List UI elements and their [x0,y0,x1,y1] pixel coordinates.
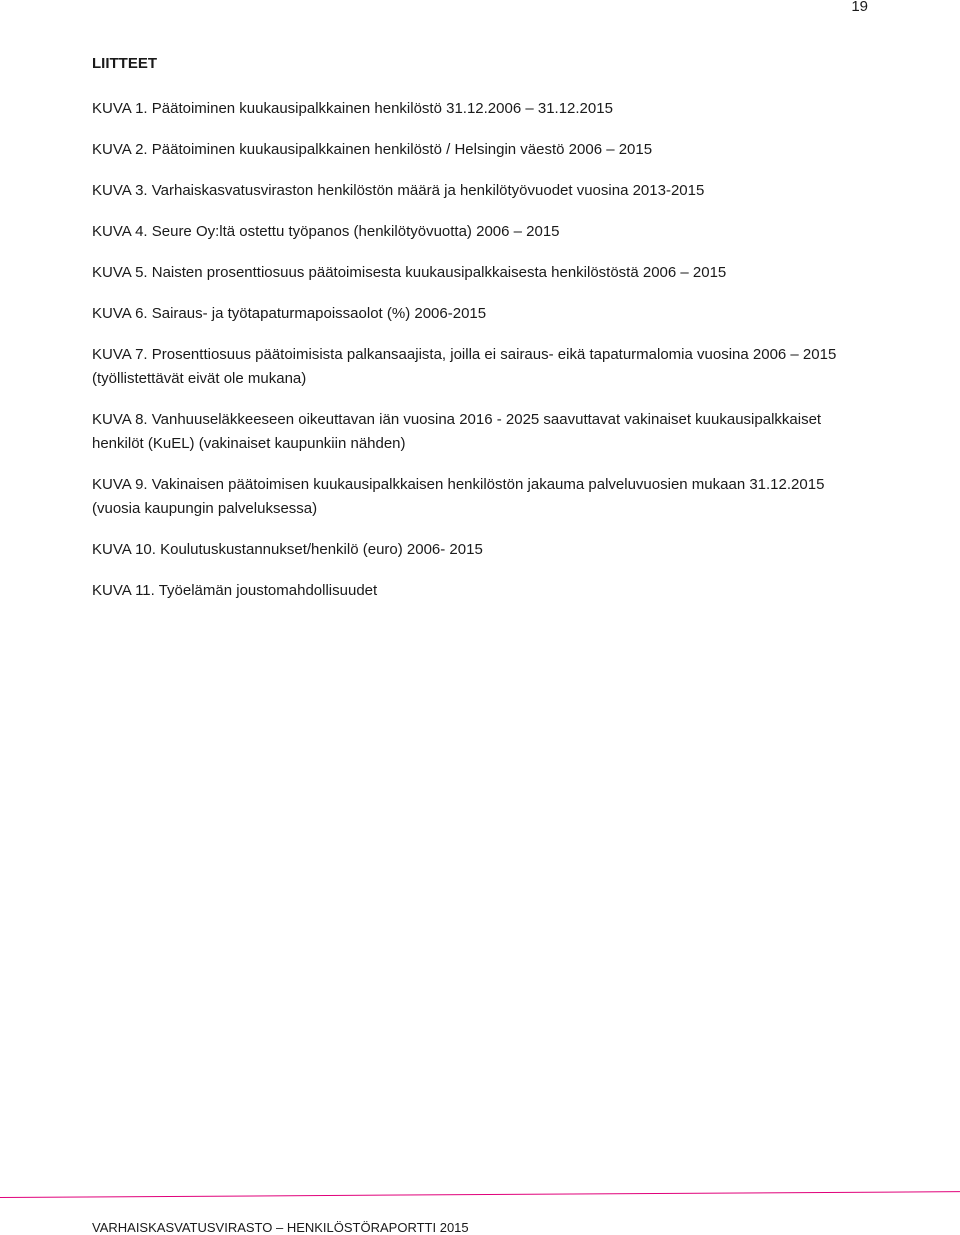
list-item-kuva-2: KUVA 2. Päätoiminen kuukausipalkkainen henkilöstö / Helsingin väestö 2006 – 2015 [92,141,653,158]
list-item-kuva-9: KUVA 9. Vakinaisen päätoimisen kuukausipalkkaisen henkilöstön jakauma palveluvuosien mukaan 31.12.2015 (vuosia kaupungin palveluksessa) [92,476,825,517]
list-item-kuva-11: KUVA 11. Työelämän joustomahdollisuudet [92,582,378,599]
list-item-kuva-6: KUVA 6. Sairaus- ja työtapaturmapoissaolot (%) 2006-2015 [92,305,487,322]
list-item-kuva-1: KUVA 1. Päätoiminen kuukausipalkkainen henkilöstö 31.12.2006 – 31.12.2015 [92,100,613,117]
footer-text: VARHAISKASVATUSVIRASTO – HENKILÖSTÖRAPORTTI 2015 [92,1220,469,1235]
list-item-kuva-3: KUVA 3. Varhaiskasvatusviraston henkilöstön määrä ja henkilötyövuodet vuosina 2013-2015 [92,182,705,199]
list-item-kuva-8: KUVA 8. Vanhuuseläkkeeseen oikeuttavan iän vuosina 2016 - 2025 saavuttavat vakinaiset kuukausipalkkaiset henkilöt (KuEL) (vakinaiset kaupunkiin nähden) [92,411,822,452]
document-body [92,54,872,620]
list-item-kuva-4: KUVA 4. Seure Oy:ltä ostettu työpanos (henkilötyövuotta) 2006 – 2015 [92,223,560,240]
list-item-kuva-7: KUVA 7. Prosenttiosuus päätoimisista palkansaajista, joilla ei sairaus- eikä tapaturmalomia vuosina 2006 – 2015 (työllistettävät eivät ole mukana) [92,346,837,387]
list-item-kuva-5: KUVA 5. Naisten prosenttiosuus päätoimisesta kuukausipalkkaisesta henkilöstöstä 2006 – 2015 [92,264,727,281]
section-heading: LIITTEET [92,55,157,72]
page-number: 19 [851,0,868,15]
footer-divider [0,1191,960,1198]
list-item-kuva-10: KUVA 10. Koulutuskustannukset/henkilö (euro) 2006- 2015 [92,541,483,558]
